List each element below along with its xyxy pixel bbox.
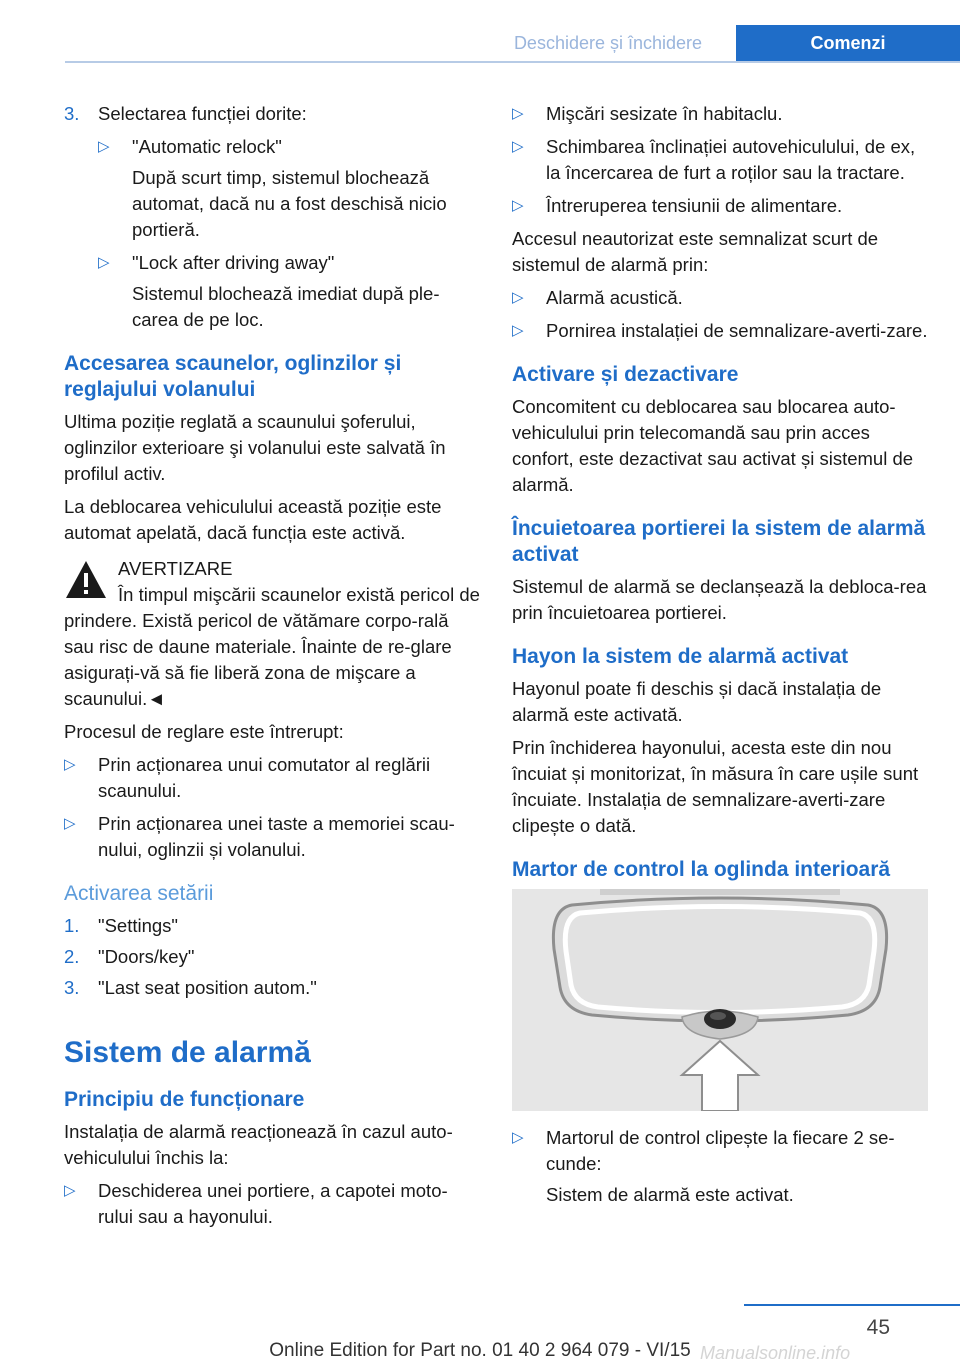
triangle-bullet-icon: ▷ <box>64 815 76 832</box>
heading-activate-setting: Activarea setării <box>64 882 214 905</box>
option-description: După scurt timp, sistemul blochează automat, dacă nu a fost deschisă nicio portieră. <box>132 167 447 240</box>
rearview-mirror-indicator-illustration <box>512 889 928 1111</box>
list-item-text: Pornirea instalației de semnalizare‐averti‐zare. <box>546 320 928 341</box>
heading-door-lock: Încuietoarea portierei la sistem de alarmă activat <box>512 517 926 566</box>
list-item <box>512 101 930 127</box>
warning-triangle-icon <box>64 558 108 602</box>
list-item-text: Prin acționarea unei taste a memoriei scau‐nului, oglinzii și volanului. <box>98 813 455 860</box>
heading-principle: Principiu de funcționare <box>64 1088 305 1111</box>
heading-seat-access: Accesarea scaunelor, oglinzilor și reglajului volanului <box>64 352 402 401</box>
step-3 <box>64 101 480 127</box>
list-item <box>64 1178 480 1230</box>
watermark: Manualsonline.info <box>700 1343 851 1363</box>
paragraph: Procesul de reglare este întrerupt: <box>64 721 344 742</box>
header-chapter-tab: Comenzi <box>736 25 960 61</box>
step-3-setting <box>64 975 480 1001</box>
heading-alarm-system: Sistem de alarmă <box>64 1036 311 1069</box>
list-item <box>512 193 930 219</box>
triangle-bullet-icon: ▷ <box>64 1182 76 1199</box>
step-text: "Last seat position autom." <box>98 977 317 998</box>
triangle-bullet-icon: ▷ <box>512 289 524 306</box>
step-text: "Settings" <box>98 915 178 936</box>
list-item <box>512 134 930 186</box>
step-1 <box>64 913 480 939</box>
step-number: 1. <box>64 915 80 936</box>
edition-note: Online Edition for Part no. 01 40 2 964 079 - VI/15 <box>269 1340 691 1361</box>
list-item-text: Întreruperea tensiunii de alimentare. <box>546 195 843 216</box>
option-description: Sistemul blochează imediat după ple‐carea de pe loc. <box>132 283 440 330</box>
list-item <box>512 318 930 344</box>
paragraph: Concomitent cu deblocarea sau blocarea auto‐vehiculului prin telecomandă sau prin acces confort, este dezactivat sau activat și sistemul de alarmă. <box>512 396 914 495</box>
triangle-bullet-icon: ▷ <box>98 254 110 271</box>
right-column <box>512 101 930 1215</box>
triangle-bullet-icon: ▷ <box>512 322 524 339</box>
step-text: Selectarea funcției dorite: <box>98 103 307 124</box>
list-item <box>512 285 930 311</box>
list-item-text: Deschiderea unei portiere, a capotei moto‐rului sau a hayonului. <box>98 1180 448 1227</box>
heading-indicator: Martor de control la oglinda interioară <box>512 858 891 881</box>
triangle-bullet-icon: ▷ <box>98 138 110 155</box>
list-item-text: Schimbarea înclinației autovehiculului, de ex, la încercarea de furt a roților sau la tractare. <box>546 136 916 183</box>
triangle-bullet-icon: ▷ <box>512 105 524 122</box>
option-label: "Lock after driving away" <box>132 252 335 273</box>
footer-rule <box>744 1304 960 1306</box>
option-label: "Automatic relock" <box>132 136 282 157</box>
list-item-text: Alarmă acustică. <box>546 287 683 308</box>
paragraph: Sistemul de alarmă se declanșează la debloca‐rea prin încuietoarea portierei. <box>512 576 927 623</box>
list-item-text: Martorul de control clipește la fiecare 2 se‐cunde: <box>546 1127 895 1174</box>
triangle-bullet-icon: ▷ <box>512 138 524 155</box>
paragraph: La deblocarea vehiculului această poziție este automat apelată, dacă funcția este activă. <box>64 496 442 543</box>
paragraph: Ultima poziție reglată a scaunului şoferului, oglinzilor exterioare şi volanului este salvată în profilul activ. <box>64 411 446 484</box>
triangle-bullet-icon: ▷ <box>512 197 524 214</box>
step-2 <box>64 944 480 970</box>
heading-activation: Activare și dezactivare <box>512 363 739 386</box>
list-item-description: Sistem de alarmă este activat. <box>546 1184 794 1205</box>
header-section-title: Deschidere și închidere <box>513 33 703 53</box>
triangle-bullet-icon: ▷ <box>64 756 76 773</box>
paragraph: Instalația de alarmă reacționează în cazul auto‐vehiculului închis la: <box>64 1121 453 1168</box>
list-item <box>64 752 480 804</box>
list-item-text: Mişcări sesizate în habitaclu. <box>546 103 783 124</box>
option-automatic-relock <box>98 134 480 243</box>
warning-title: AVERTIZARE <box>118 558 233 579</box>
warning-box <box>64 556 480 712</box>
list-item <box>512 1125 930 1208</box>
warning-text: În timpul mişcării scaunelor există pericol de prindere. Există pericol de vătămare corpo‐rală sau risc de daune materiale. Înainte de re‐glare asigurați‐vă să fie liberă zona de mişcare a scaunului.◄ <box>64 584 480 709</box>
list-item <box>64 811 480 863</box>
list-item-text: Prin acționarea unui comutator al reglării scaunului. <box>98 754 431 801</box>
triangle-bullet-icon: ▷ <box>512 1129 524 1146</box>
heading-tailgate: Hayon la sistem de alarmă activat <box>512 645 849 668</box>
paragraph: Hayonul poate fi deschis și dacă instalația de alarmă este activată. <box>512 678 882 725</box>
paragraph: Accesul neautorizat este semnalizat scurt de sistemul de alarmă prin: <box>512 228 879 275</box>
step-number: 3. <box>64 977 80 998</box>
step-number: 2. <box>64 946 80 967</box>
step-number: 3. <box>64 103 80 124</box>
step-text: "Doors/key" <box>98 946 195 967</box>
option-lock-after-driving <box>98 250 480 333</box>
page-number: 45 <box>866 1316 890 1339</box>
header-rule <box>65 61 960 63</box>
left-column <box>64 101 480 1237</box>
paragraph: Prin închiderea hayonului, acesta este din nou încuiat și monitorizat, în măsura în care ușile sunt încuiate. Instalația de semnalizare‐averti‐zare clipește o dată. <box>512 737 919 836</box>
